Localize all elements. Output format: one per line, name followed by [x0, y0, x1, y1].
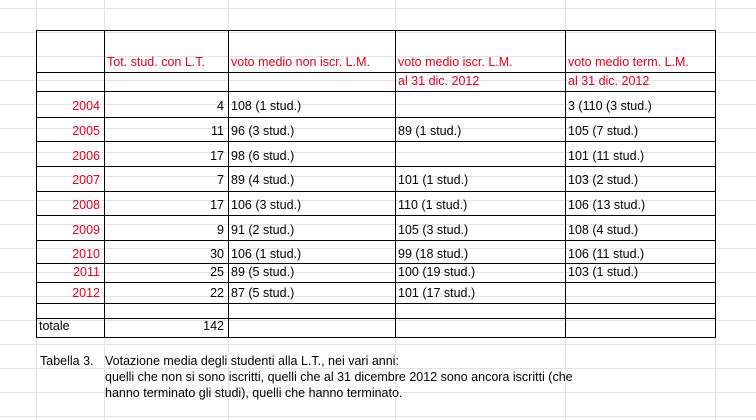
- row-voto-non-iscr[interactable]: 89 (5 stud.): [231, 265, 295, 279]
- row-voto-non-iscr[interactable]: 98 (6 stud.): [231, 149, 295, 163]
- row-voto-iscr[interactable]: 101 (1 stud.): [398, 173, 469, 187]
- header-tot-stud[interactable]: Tot. stud. con L.T.: [107, 55, 205, 69]
- row-voto-term[interactable]: 103 (1 stud.): [568, 265, 639, 279]
- row-voto-term[interactable]: 106 (13 stud.): [568, 198, 646, 212]
- caption-line-3: hanno terminato gli studi), quelli che hanno terminato.: [105, 386, 403, 400]
- border-horizontal: [36, 141, 716, 142]
- border-horizontal: [36, 91, 716, 92]
- row-year[interactable]: 2010: [72, 247, 100, 261]
- row-voto-term[interactable]: 103 (2 stud.): [568, 173, 639, 187]
- border-horizontal: [36, 191, 716, 192]
- row-voto-term[interactable]: 105 (7 stud.): [568, 124, 639, 138]
- gridline-horizontal: [0, 32, 756, 33]
- row-voto-non-iscr[interactable]: 91 (2 stud.): [231, 223, 295, 237]
- row-tot-stud[interactable]: 7: [217, 173, 224, 187]
- border-horizontal: [36, 282, 716, 283]
- row-tot-stud[interactable]: 11: [211, 124, 224, 138]
- row-voto-term[interactable]: 3 (110 (3 stud.): [568, 99, 652, 113]
- row-voto-non-iscr[interactable]: 96 (3 stud.): [231, 124, 295, 138]
- row-voto-term[interactable]: 106 (11 stud.): [568, 247, 645, 261]
- total-value[interactable]: 142: [203, 319, 224, 333]
- border-horizontal: [36, 337, 716, 338]
- caption-line-2: quelli che non si sono iscritti, quelli che al 31 dicembre 2012 sono ancora iscritti (che: [105, 370, 573, 384]
- row-year[interactable]: 2005: [72, 124, 100, 138]
- row-voto-iscr[interactable]: 110 (1 stud.): [398, 198, 468, 212]
- gridline-horizontal: [0, 416, 756, 417]
- header-voto-term[interactable]: voto medio term. L.M.: [568, 55, 689, 69]
- row-tot-stud[interactable]: 30: [210, 247, 224, 261]
- row-voto-non-iscr[interactable]: 108 (1 stud.): [231, 99, 302, 113]
- row-voto-term[interactable]: 101 (11 stud.): [568, 149, 645, 163]
- header-voto-iscr[interactable]: voto medio iscr. L.M.: [398, 55, 513, 69]
- row-year[interactable]: 2004: [72, 99, 100, 113]
- gridline-horizontal: [0, 8, 756, 9]
- row-year[interactable]: 2012: [72, 286, 100, 300]
- row-year[interactable]: 2008: [72, 198, 100, 212]
- border-horizontal: [36, 215, 716, 216]
- row-tot-stud[interactable]: 22: [210, 286, 224, 300]
- border-horizontal: [36, 117, 716, 118]
- row-year[interactable]: 2006: [72, 149, 100, 163]
- border-vertical: [715, 30, 716, 338]
- row-voto-non-iscr[interactable]: 87 (5 stud.): [231, 286, 295, 300]
- row-year[interactable]: 2007: [72, 173, 100, 187]
- border-horizontal: [36, 166, 716, 167]
- total-label[interactable]: totale: [39, 319, 70, 333]
- row-voto-iscr[interactable]: 99 (18 stud.): [398, 247, 469, 261]
- border-horizontal: [36, 240, 716, 241]
- subheader-iscr[interactable]: al 31 dic. 2012: [398, 74, 480, 88]
- row-voto-iscr[interactable]: 101 (17 stud.): [398, 286, 476, 300]
- row-tot-stud[interactable]: 4: [217, 99, 224, 113]
- row-voto-iscr[interactable]: 100 (19 stud.): [398, 265, 476, 279]
- row-voto-iscr[interactable]: 105 (3 stud.): [398, 223, 469, 237]
- row-voto-non-iscr[interactable]: 106 (3 stud.): [231, 198, 302, 212]
- border-horizontal: [36, 30, 716, 31]
- row-voto-term[interactable]: 108 (4 stud.): [568, 223, 639, 237]
- row-year[interactable]: 2011: [73, 265, 100, 279]
- border-horizontal: [36, 303, 716, 304]
- row-tot-stud[interactable]: 25: [210, 265, 224, 279]
- caption-line-1: Votazione media degli studenti alla L.T., nei vari anni:: [105, 354, 399, 368]
- row-tot-stud[interactable]: 17: [210, 198, 224, 212]
- row-voto-non-iscr[interactable]: 89 (4 stud.): [231, 173, 295, 187]
- subheader-term[interactable]: al 31 dic. 2012: [568, 74, 650, 88]
- row-voto-iscr[interactable]: 89 (1 stud.): [398, 124, 462, 138]
- row-voto-non-iscr[interactable]: 106 (1 stud.): [231, 247, 302, 261]
- row-tot-stud[interactable]: 17: [210, 149, 224, 163]
- caption-label: Tabella 3.: [40, 354, 94, 368]
- header-voto-non-iscr[interactable]: voto medio non iscr. L.M.: [231, 55, 370, 69]
- gridline-horizontal: [0, 344, 756, 345]
- row-year[interactable]: 2009: [72, 223, 100, 237]
- row-tot-stud[interactable]: 9: [217, 223, 224, 237]
